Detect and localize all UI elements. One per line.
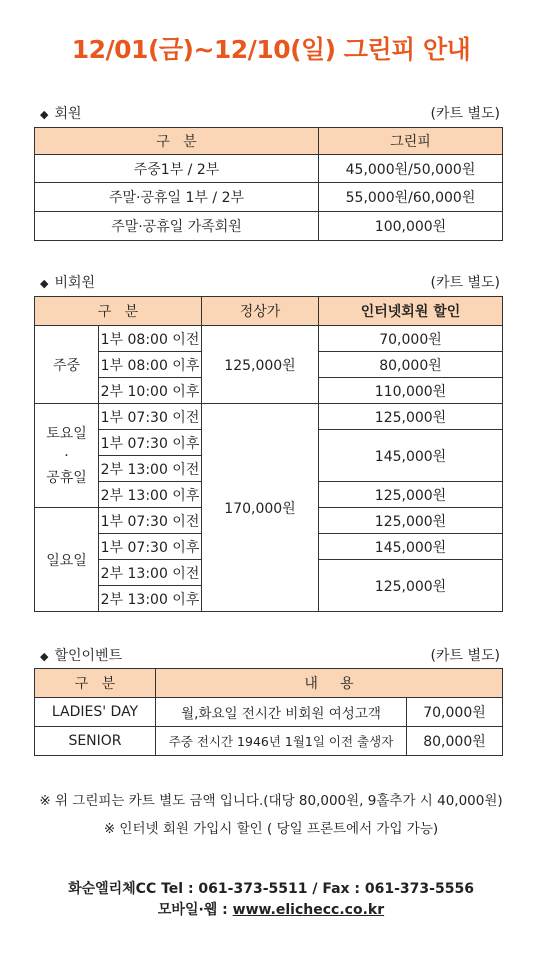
group-holiday-text: 공휴일 bbox=[46, 469, 87, 486]
member-label bbox=[40, 103, 82, 123]
time-slot: 2부 13:00 이후 bbox=[99, 586, 202, 612]
cart-note: (카트 별도) bbox=[430, 275, 500, 291]
page-title: 12/01(금)~12/10(일) 그린피 안내 bbox=[71, 35, 471, 64]
group-sunday: 일요일 bbox=[35, 508, 99, 612]
header-category: 구 분 bbox=[35, 297, 202, 326]
time-slot: 2부 13:00 이후 bbox=[99, 482, 202, 508]
member-section-header bbox=[40, 103, 500, 121]
row-category: 주말·공휴일 가족회원 bbox=[35, 212, 319, 241]
diamond-bullet-icon: ◆ bbox=[40, 108, 49, 121]
event-table bbox=[34, 668, 503, 756]
discount-price: 125,000원 bbox=[319, 482, 503, 508]
time-slot: 1부 07:30 이후 bbox=[99, 430, 202, 456]
discount-price: 80,000원 bbox=[319, 352, 503, 378]
event-content: 주중 전시간 1946년 1월1일 이전 출생자 bbox=[156, 727, 407, 756]
time-slot: 1부 07:30 이전 bbox=[99, 508, 202, 534]
diamond-bullet-icon: ◆ bbox=[40, 650, 49, 663]
regular-price-weekday: 125,000원 bbox=[202, 326, 319, 404]
discount-price: 145,000원 bbox=[319, 430, 503, 482]
event-category: SENIOR bbox=[35, 727, 156, 756]
nonmember-fee-table bbox=[34, 296, 503, 612]
website-line bbox=[0, 899, 542, 919]
header-category: 구 분 bbox=[35, 128, 319, 155]
row-fee: 45,000원/50,000원 bbox=[319, 155, 503, 183]
row-fee: 100,000원 bbox=[319, 212, 503, 241]
event-section-header bbox=[40, 645, 500, 663]
time-slot: 1부 07:30 이후 bbox=[99, 534, 202, 560]
regular-price-weekend: 170,000원 bbox=[202, 404, 319, 612]
cart-note: (카트 별도) bbox=[430, 648, 500, 664]
discount-price: 110,000원 bbox=[319, 378, 503, 404]
time-slot: 2부 10:00 이후 bbox=[99, 378, 202, 404]
member-label-text: 회원 bbox=[54, 106, 82, 122]
time-slot: 2부 13:00 이전 bbox=[99, 560, 202, 586]
event-label bbox=[40, 645, 122, 665]
contact-info: 화순엘리체CC Tel : 061-373-5511 / Fax : 061-373-5556 bbox=[68, 881, 474, 897]
cart-note: (카트 별도) bbox=[430, 106, 500, 122]
event-price: 70,000원 bbox=[407, 698, 503, 727]
time-slot: 1부 07:30 이전 bbox=[99, 404, 202, 430]
discount-price: 125,000원 bbox=[319, 508, 503, 534]
header-internet-discount: 인터넷회원 할인 bbox=[319, 297, 503, 326]
discount-price: 70,000원 bbox=[319, 326, 503, 352]
header-content: 내 용 bbox=[156, 669, 503, 698]
member-fee-table bbox=[34, 127, 503, 241]
nonmember-label bbox=[40, 272, 95, 292]
event-price: 80,000원 bbox=[407, 727, 503, 756]
discount-price: 125,000원 bbox=[319, 404, 503, 430]
row-fee: 55,000원/60,000원 bbox=[319, 183, 503, 212]
time-slot: 1부 08:00 이전 bbox=[99, 326, 202, 352]
discount-price: 145,000원 bbox=[319, 534, 503, 560]
cart-fee-note: ※ 위 그린피는 카트 별도 금액 입니다.(대당 80,000원, 9홀추가 시 40,000원) bbox=[39, 793, 503, 809]
row-category: 주중1부 / 2부 bbox=[35, 155, 319, 183]
group-separator-text: · bbox=[64, 447, 69, 464]
header-category: 구 분 bbox=[35, 669, 156, 698]
event-category: LADIES' DAY bbox=[35, 698, 156, 727]
nonmember-section-header bbox=[40, 272, 500, 290]
header-regular-price: 정상가 bbox=[202, 297, 319, 326]
group-weekday: 주중 bbox=[35, 326, 99, 404]
row-category: 주말·공휴일 1부 / 2부 bbox=[35, 183, 319, 212]
diamond-bullet-icon: ◆ bbox=[40, 277, 49, 290]
group-saturday-text: 토요일 bbox=[46, 425, 87, 442]
website-label: 모바일·웹 : bbox=[157, 902, 233, 918]
time-slot: 1부 08:00 이후 bbox=[99, 352, 202, 378]
header-greenfee: 그린피 bbox=[319, 128, 503, 155]
event-label-text: 할인이벤트 bbox=[54, 648, 123, 664]
discount-price: 125,000원 bbox=[319, 560, 503, 612]
website-link[interactable]: www.elichecc.co.kr bbox=[232, 902, 385, 918]
nonmember-label-text: 비회원 bbox=[54, 275, 96, 291]
time-slot: 2부 13:00 이전 bbox=[99, 456, 202, 482]
event-content: 월,화요일 전시간 비회원 여성고객 bbox=[156, 698, 407, 727]
internet-signup-note: ※ 인터넷 회원 가입시 할인 ( 당일 프론트에서 가입 가능) bbox=[103, 821, 439, 837]
group-saturday-holiday bbox=[35, 404, 99, 508]
